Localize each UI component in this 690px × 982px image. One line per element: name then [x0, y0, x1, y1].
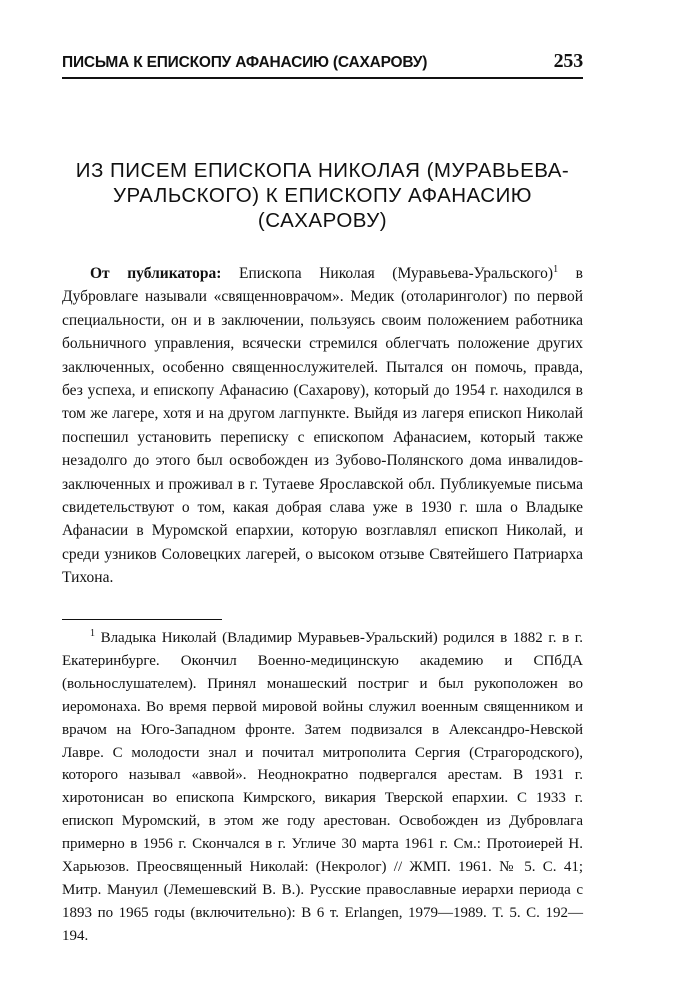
title-line: ИЗ ПИСЕМ ЕПИСКОПА НИКОЛАЯ (МУРАВЬЕВА-	[75, 159, 570, 182]
footnote-text: Владыка Николай (Владимир Муравьев-Уральский) родился в 1882 г. в г. Екатеринбурге. Окончил Военно-медицинскую академию и СПбДА (вольнослушателем). Принял монашеский постриг и был рукоположен во иеромонаха. Во время первой мировой войны служил военным священником и врачом на Юго-Западном фронте. Затем подвизался в Александро-Невской Лавре. С молодости знал и почитал митрополита Сергия (Страгородского), которого называл «аввой». Неоднократно подвергался арестам. В 1931 г. хиротонисан во епископа Кимрского, викария Тверской епархии. С 1933 г. епископ Муромский, в этом же году арестован. Освобожден из Дубровлага примерно в 1956 г. Скончался в г. Угличе 30 марта 1961 г. См.: Протоиерей Н. Харьюзов. Преосвященный Николай: (Некролог) // ЖМП. 1961. № 5. С. 41; Митр. Мануил (Лемешевский В. В.). Русские православные иерархи периода с 1893 по 1965 годы (включительно): В 6 т. Erlangen, 1979—1989. Т. 5. С. 192—194.	[62, 630, 583, 944]
running-title: ПИСЬМА К ЕПИСКОПУ АФАНАСИЮ (САХАРОВУ)	[62, 54, 428, 71]
intro-text-part1: Епископа Николая (Муравьева-Уральского)	[221, 265, 554, 282]
footnote-reference: 1	[553, 263, 559, 275]
title-line: УРАЛЬСКОГО) К ЕПИСКОПУ АФАНАСИЮ	[112, 184, 533, 207]
page-number: 253	[553, 50, 583, 72]
title-line: (САХАРОВУ)	[257, 209, 388, 232]
running-header	[62, 50, 583, 73]
footnote-marker: 1	[90, 628, 95, 639]
footnote	[62, 627, 583, 948]
publisher-intro	[62, 262, 583, 590]
intro-label: От публикатора:	[90, 265, 222, 282]
intro-text-part2: в Дубровлаге называли «священноврачом». Медик (отоларинголог) по первой специальности, он и в заключении, пользуясь своим положением работника больничного управления, всячески стремился облегчать положение других заключенных, особенно священнослужителей. Пытался он помочь, правда, без успеха, и епископу Афанасию (Сахарову), который до 1954 г. находился в том же лагере, хотя и на другом лагпункте. Выйдя из лагеря епископ Николай поспешил установить переписку с епископом Афанасием, который также незадолго до этого был освобожден из Зубово-Полянского дома инвалидов-заключенных и проживал в г. Тутаеве Ярославской обл. Публикуемые письма свидетельствуют о том, какая добрая слава уже в 1930 г. шла о Владыке Афанасии в Муромской епархии, которую возглавлял епископ Николай, и среди узников Соловецких лагерей, о высоком отзыве Святейшего Патриарха Тихона.	[62, 265, 583, 587]
header-rule	[62, 77, 583, 79]
article-title	[62, 158, 583, 233]
footnote-rule	[62, 619, 222, 620]
